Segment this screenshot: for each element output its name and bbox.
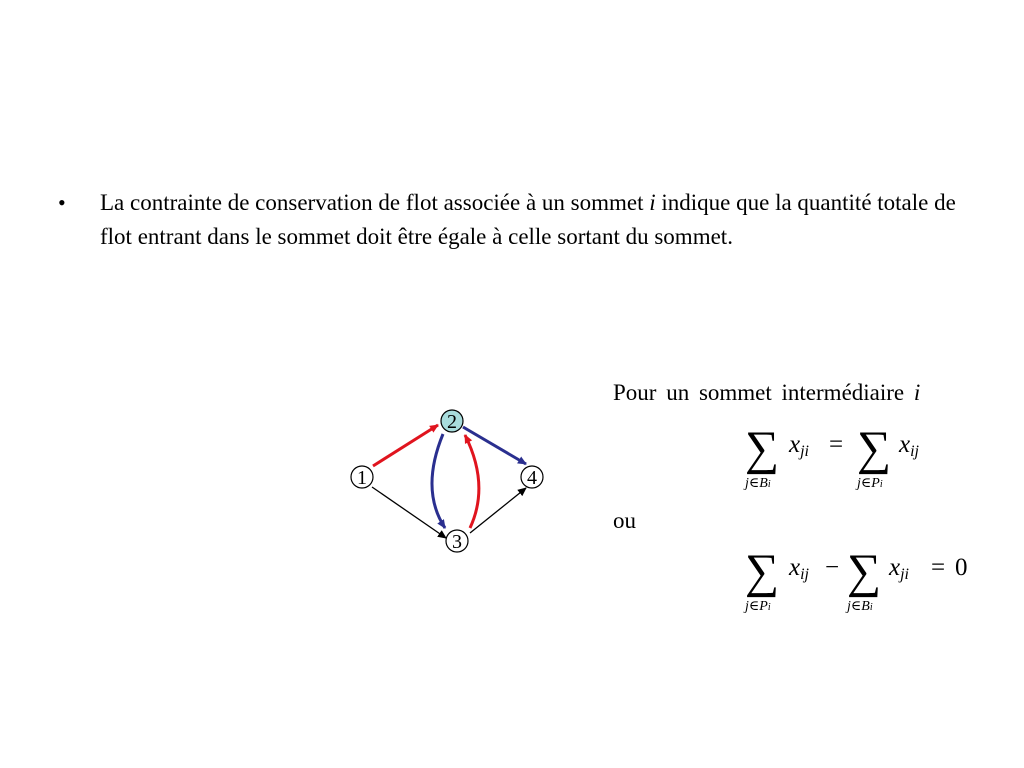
bullet-italic-var: i	[649, 190, 656, 215]
intro-text: Pour un sommet intermédiaire	[613, 380, 905, 405]
equals-sign-2: =	[931, 554, 946, 581]
equation-2	[745, 545, 985, 618]
node-1	[351, 466, 373, 489]
sum-sub-left-2: j∈Pi	[745, 599, 771, 614]
node-2-label: 2	[447, 411, 457, 433]
node-3	[446, 530, 468, 553]
bullet-text-after: indique que la quantité totale de flot entrant dans le sommet doit être égale à celle sortant du sommet.	[100, 190, 956, 249]
node-4-label: 4	[527, 467, 537, 489]
sum-sub-left: j∈Bi	[745, 476, 771, 491]
term-right-2: $x_{ji}$	[889, 554, 909, 583]
sum-symbol-right: ∑	[857, 422, 892, 475]
flow-graph-diagram	[340, 400, 560, 570]
sum-sub-right-2: j∈Bi	[847, 599, 873, 614]
bullet-text-before: La contrainte de conservation de flot associée à un sommet	[100, 190, 650, 215]
equals-sign: =	[829, 431, 844, 458]
node-4	[521, 466, 543, 489]
sum-symbol-left: ∑	[745, 422, 780, 475]
sum-symbol-left-2: ∑	[745, 545, 780, 598]
bullet-symbol: •	[58, 190, 66, 215]
minus-sign: −	[825, 554, 840, 581]
equation-1	[745, 422, 945, 495]
node-3-label: 3	[452, 531, 462, 553]
edge-2-3	[432, 434, 445, 528]
term-left-2: $x_{ij}$	[789, 554, 809, 583]
term-right: $x_{ij}$	[899, 431, 919, 460]
edge-1-3	[372, 487, 446, 538]
bullet-item	[58, 186, 978, 254]
or-text: ou	[613, 508, 636, 533]
sum-sub-right: j∈Pi	[857, 476, 883, 491]
intermediate-vertex-caption	[613, 380, 920, 406]
intro-var: i	[913, 380, 921, 405]
bullet-text	[100, 186, 978, 254]
edge-2-4	[463, 427, 526, 464]
node-2	[441, 410, 463, 433]
sum-symbol-right-2: ∑	[847, 545, 882, 598]
edge-1-2	[373, 425, 438, 466]
node-1-label: 1	[357, 467, 367, 489]
edge-3-2	[465, 435, 479, 528]
term-left: $x_{ji}$	[789, 431, 809, 460]
rhs-zero: 0	[955, 554, 968, 581]
